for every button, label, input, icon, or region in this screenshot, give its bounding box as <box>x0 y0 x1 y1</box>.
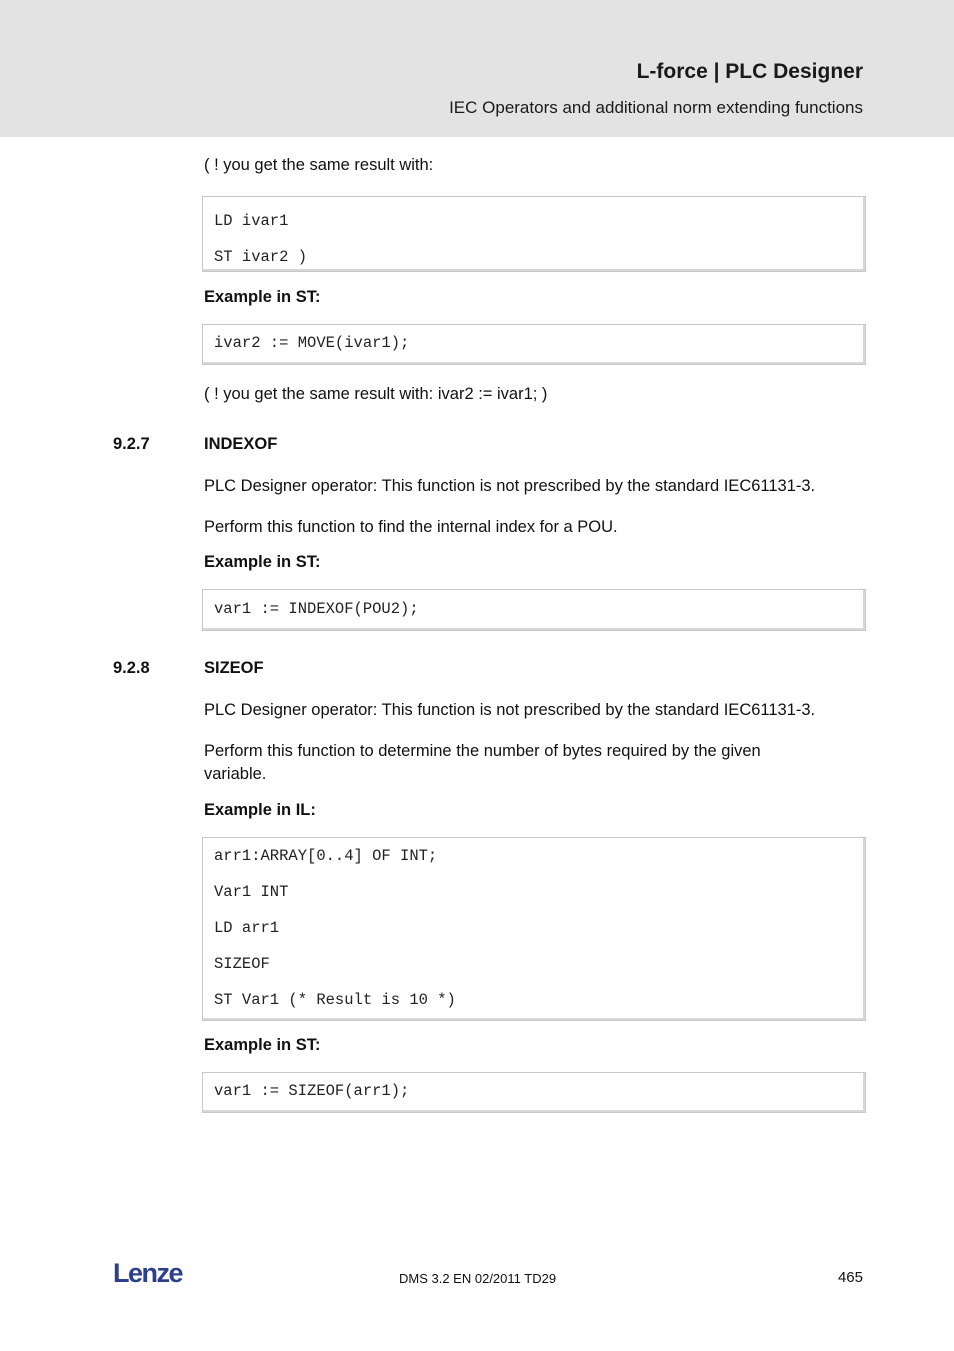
sizeof-il-example-label: Example in IL: <box>204 801 316 819</box>
code-line: ST Var1 (* Result is 10 *) <box>214 991 456 1009</box>
code-line: Var1 INT <box>214 883 289 901</box>
indexof-paragraph-2: Perform this function to find the internal index for a POU. <box>204 518 618 536</box>
document-title: L-force | PLC Designer <box>636 60 863 83</box>
section-number-indexof: 9.2.7 <box>113 435 150 453</box>
section-number-sizeof: 9.2.8 <box>113 659 150 677</box>
sizeof-il-code-block <box>202 837 866 1021</box>
sizeof-st-code-block <box>202 1072 866 1113</box>
page-header <box>0 0 954 137</box>
chapter-subtitle: IEC Operators and additional norm extending functions <box>449 98 863 117</box>
move-st-code-block <box>202 324 866 365</box>
indexof-paragraph-1: PLC Designer operator: This function is not prescribed by the standard IEC61131-3. <box>204 477 816 495</box>
code-line: var1 := INDEXOF(POU2); <box>214 600 419 618</box>
indexof-st-example-label: Example in ST: <box>204 553 321 571</box>
code-line: ST ivar2 ) <box>214 248 308 266</box>
indexof-st-code-block <box>202 589 866 631</box>
sizeof-paragraph-1: PLC Designer operator: This function is not prescribed by the standard IEC61131-3. <box>204 701 816 719</box>
code-line: SIZEOF <box>214 955 270 973</box>
sizeof-paragraph-2: Perform this function to determine the number of bytes required by the given variable. <box>204 742 761 783</box>
code-line: arr1:ARRAY[0..4] OF INT; <box>214 847 438 865</box>
lenze-logo <box>113 1258 190 1287</box>
lenze-logo-text: Lenze <box>113 1258 183 1287</box>
code-line: LD ivar1 <box>214 212 289 230</box>
move-st-example-label: Example in ST: <box>204 288 321 306</box>
move-note-intro: ( ! you get the same result with: <box>204 156 434 174</box>
code-line: ivar2 := MOVE(ivar1); <box>214 334 410 352</box>
move-il-code-block <box>202 196 866 272</box>
move-note-after: ( ! you get the same result with: ivar2 := ivar1; ) <box>204 385 548 403</box>
section-title-sizeof: SIZEOF <box>204 659 264 677</box>
code-line: var1 := SIZEOF(arr1); <box>214 1082 410 1100</box>
sizeof-st-example-label: Example in ST: <box>204 1036 321 1054</box>
page-number: 465 <box>837 1269 863 1286</box>
document-id: DMS 3.2 EN 02/2011 TD29 <box>399 1271 557 1286</box>
code-line: LD arr1 <box>214 919 280 937</box>
section-title-indexof: INDEXOF <box>204 435 278 453</box>
